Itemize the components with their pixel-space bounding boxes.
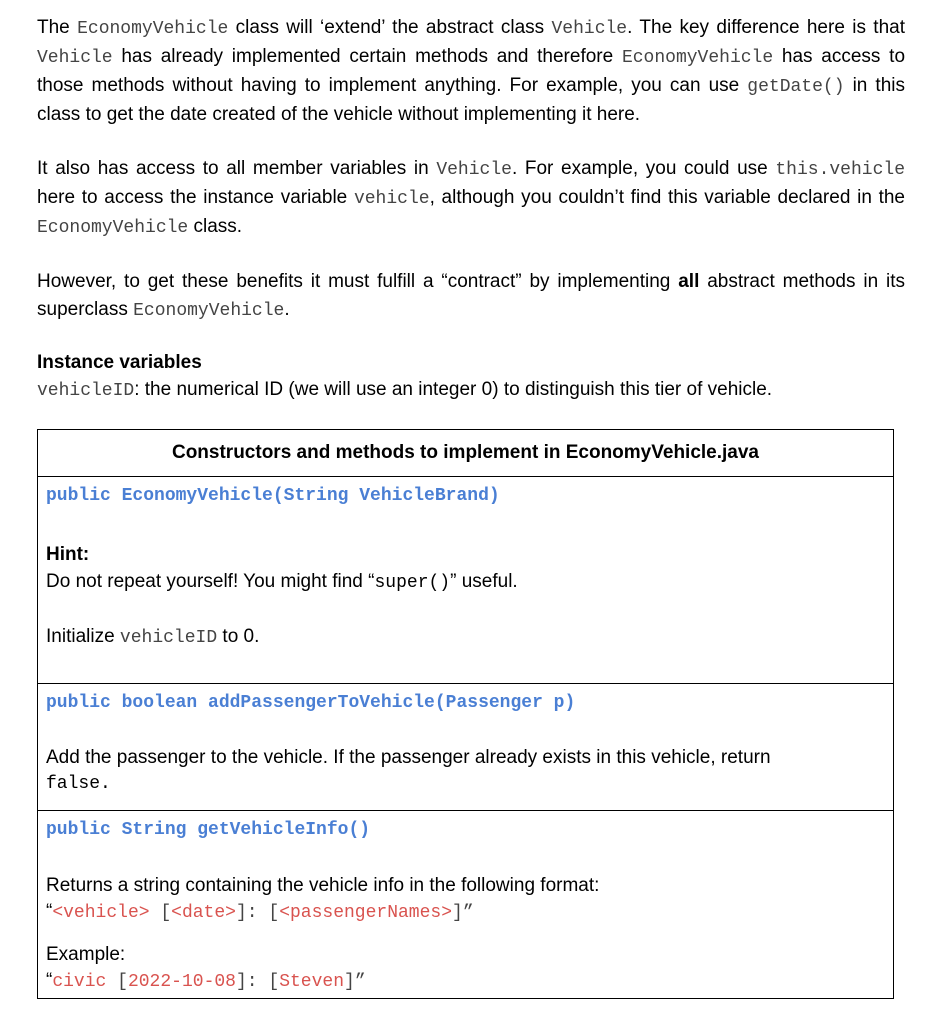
text: has access to those methods without having to implement anything. For example, you can use <box>37 46 906 96</box>
intro-paragraph <box>37 14 905 129</box>
text: , although you couldn’t find this variable declared in the <box>429 187 905 208</box>
text: here to access the instance variable <box>37 187 354 208</box>
bold-all: all <box>678 271 700 292</box>
text: Initialize <box>46 626 120 647</box>
code-super: super() <box>374 573 451 593</box>
code-economyvehicle: EconomyVehicle <box>37 218 189 238</box>
hint-label: Hint: <box>46 544 90 565</box>
constructor-signature: public EconomyVehicle(String VehicleBrand) <box>46 486 500 506</box>
get-info-desc: Returns a string containing the vehicle info in the following format: <box>46 875 600 896</box>
add-passenger-row <box>38 683 893 810</box>
text: ]” <box>452 903 474 923</box>
member-variables-paragraph <box>37 155 905 242</box>
text: ]: [ <box>235 903 280 923</box>
ex-vehicle: civic <box>52 972 107 992</box>
text: Do not repeat yourself! You might find “ <box>46 571 375 592</box>
code-economyvehicle: EconomyVehicle <box>133 301 285 321</box>
instance-variable-line <box>37 377 772 404</box>
text: . <box>284 299 290 320</box>
example-label: Example: <box>46 944 126 965</box>
text: class will ‘extend’ the abstract class <box>228 17 552 38</box>
hint-text <box>46 568 518 597</box>
code-this-vehicle: this.vehicle <box>775 160 905 180</box>
table-header <box>38 430 893 476</box>
text: . For example, you could use <box>511 158 776 179</box>
code-vehicleid: vehicleID <box>37 381 135 401</box>
code-vehicle: Vehicle <box>551 19 628 39</box>
example-line <box>46 967 366 996</box>
table-header-text: Constructors and methods to implement in EconomyVehicle.java <box>171 442 759 463</box>
text: [ <box>149 903 172 923</box>
text: to 0. <box>217 626 260 647</box>
text: : the numerical ID (we will use an integer 0) to distinguish this tier of vehicle. <box>134 379 773 400</box>
code-vehicle: Vehicle <box>37 48 113 68</box>
text: [ <box>106 972 128 992</box>
text: ]” <box>344 972 366 992</box>
code-getdate: getDate() <box>747 77 845 97</box>
get-info-row <box>38 810 893 999</box>
ex-names: Steven <box>279 972 345 992</box>
add-passenger-signature: public boolean addPassengerToVehicle(Passenger p) <box>46 693 576 713</box>
text: “ <box>46 970 53 991</box>
init-text <box>46 623 259 652</box>
text: class. <box>188 216 243 237</box>
code-vehicle-var: vehicle <box>353 189 430 209</box>
text: ]: [ <box>235 972 280 992</box>
code-economyvehicle: EconomyVehicle <box>77 19 229 39</box>
text: . The key difference here is that <box>627 17 905 38</box>
text: “ <box>46 901 53 922</box>
text: has already implemented certain methods and therefore <box>112 46 622 67</box>
ex-date: 2022-10-08 <box>127 972 236 992</box>
code-vehicleid: vehicleID <box>119 628 218 648</box>
text: The <box>37 17 78 38</box>
fmt-vehicle: <vehicle> <box>52 903 150 923</box>
constructor-row <box>38 476 893 683</box>
return-false: false. <box>46 774 111 794</box>
text: in this class to get the date created of the vehicle without implementing it here. <box>37 75 905 125</box>
instance-variables-heading: Instance variables <box>37 352 202 373</box>
contract-paragraph <box>37 268 905 325</box>
text: abstract methods in its superclass <box>37 271 905 320</box>
code-vehicle: Vehicle <box>436 160 512 180</box>
add-passenger-desc: Add the passenger to the vehicle. If the passenger already exists in this vehicle, return <box>46 747 771 768</box>
fmt-names: <passengerNames> <box>279 903 453 923</box>
text: ” useful. <box>450 571 518 592</box>
format-line <box>46 898 474 927</box>
text: However, to get these benefits it must fulfill a “contract” by implementing <box>37 271 679 292</box>
code-economyvehicle: EconomyVehicle <box>621 48 774 68</box>
text: It also has access to all member variables in <box>37 158 437 179</box>
methods-table <box>37 429 894 999</box>
get-info-signature: public String getVehicleInfo() <box>46 820 371 840</box>
fmt-date: <date> <box>171 903 236 923</box>
